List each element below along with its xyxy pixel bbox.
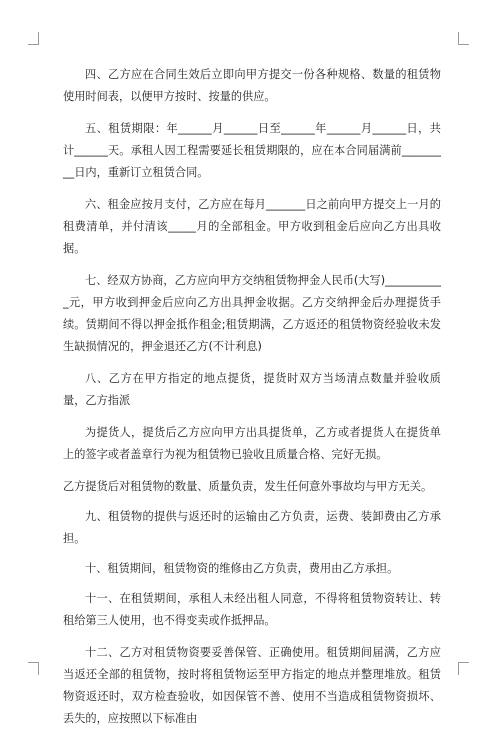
- document-page: [63, 64, 441, 740]
- clause-7-deposit: 七、经双方协商，乙方应向甲方交纳租赁物押金人民币(大写)___________元，甲方收到押金后应向乙方出具押金收据。乙方交纳押金后办理提货手续。赁期间不得以押金抵作租金;租赁期满，乙方返还的租赁物资经验收未发生缺损情况的，押金退还乙方(不计利息): [63, 274, 441, 353]
- crop-mark-top-right: [458, 32, 469, 45]
- clause-10-maintenance: 十、租赁期间，租赁物资的维修由乙方负责，费用由乙方承担。: [85, 562, 399, 575]
- clause-11-sublease: 十一、在租赁期间，承租人未经出租人同意，不得将租赁物资转让、转租给第三人使用，也不得变卖或作抵押品。: [63, 592, 441, 627]
- crop-mark-top-left: [28, 32, 39, 45]
- crop-mark-bottom-right: [458, 662, 469, 675]
- clause-8-pickup: 八、乙方在甲方指定的地点提货，提货时双方当场清点数量并验收质量，乙方指派: [63, 372, 441, 407]
- clause-8-liability: 乙方提货后对租赁物的数量、质量负责，发生任何意外事故均与甲方无关。: [63, 480, 433, 493]
- clause-6-rent-payment: 六、租金应按月支付，乙方应在每月_______日之前向甲方提交上一月的租费清单，并付清该_____月的全部租金。甲方收到租金后应向乙方出具收据。: [63, 198, 441, 255]
- clause-8-pickup-continued: 为提货人，提货后乙方应向甲方出具提货单，乙方或者提货人在提货单上的签字或者盖章行为视为租赁物已验收且质量合格、完好无损。: [63, 426, 441, 461]
- clause-5-lease-term: 五、租赁期限：年______月______日至______年______月______日，共计______天。承租人因工程需要延长租赁期限的，应在本合同届满前_________日内，重新订立租赁合同。: [63, 122, 441, 179]
- clause-12-custody: 十二、乙方对租赁物资要妥善保管、正确使用。租赁期间届满，乙方应当返还全部的租赁物，按时将租赁物运至甲方指定的地点并整理堆放。租赁物资返还时，双方检查验收，如因保管不善、使用不当造成租赁物资损坏、丢失的，应按照以下标准由: [63, 646, 441, 725]
- crop-mark-bottom-left: [28, 662, 39, 675]
- clause-9-transport: 九、租赁物的提供与返还时的运输由乙方负责，运费、装卸费由乙方承担。: [63, 510, 441, 545]
- clause-4: 四、乙方应在合同生效后立即向甲方提交一份各种规格、数量的租赁物使用时间表，以便甲方按时、按量的供应。: [63, 68, 441, 103]
